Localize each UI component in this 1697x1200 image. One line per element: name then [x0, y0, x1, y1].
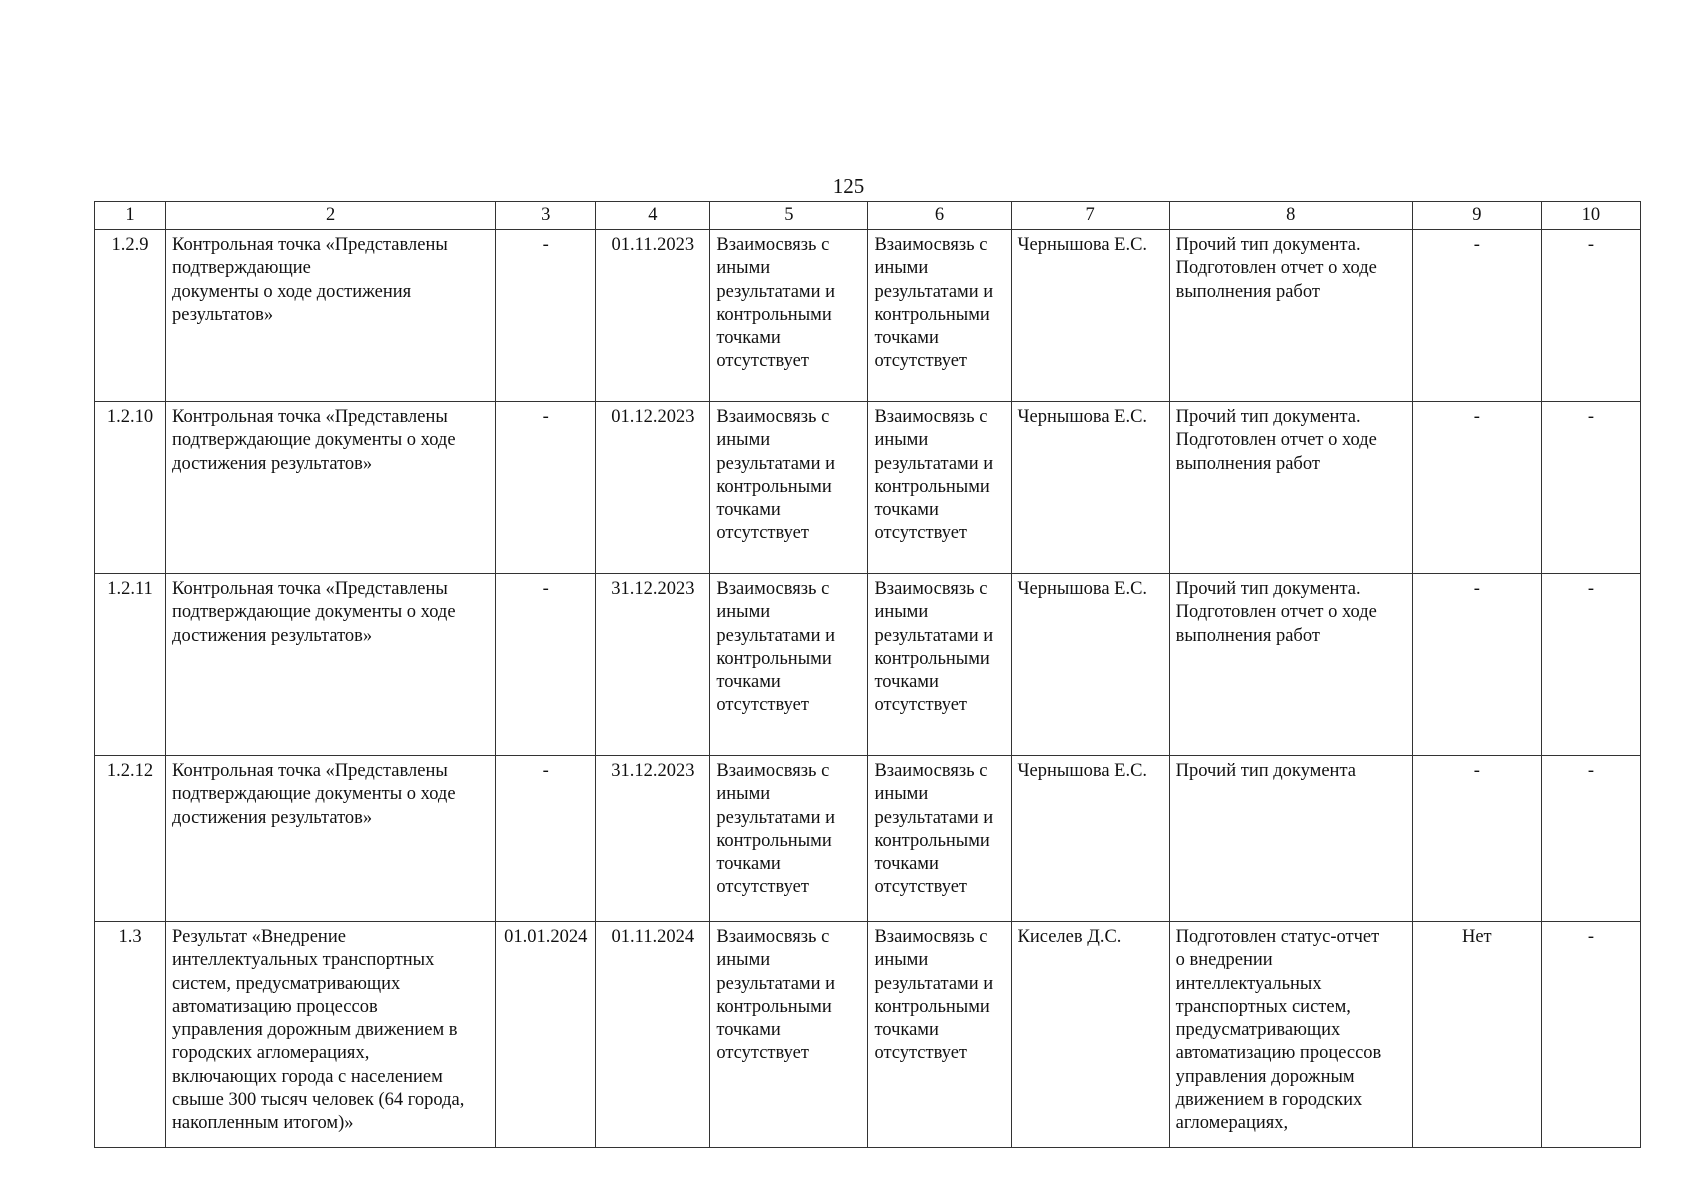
row-doc-type: Подготовлен статус-отчет о внедрении интеллектуальных транспортных систем, предусматривающих автоматизацию процессов управления дорожным движением в городских агломерациях, [1169, 922, 1412, 1148]
header-col-4: 4 [596, 202, 710, 230]
row-responsible: Чернышова Е.С. [1011, 756, 1169, 922]
row-doc-type: Прочий тип документа. Подготовлен отчет о ходе выполнения работ [1169, 574, 1412, 756]
row-col10: - [1541, 922, 1640, 1148]
row-number: 1.2.11 [95, 574, 166, 756]
header-col-2: 2 [166, 202, 496, 230]
row-doc-type: Прочий тип документа [1169, 756, 1412, 922]
header-col-10: 10 [1541, 202, 1640, 230]
header-col-5: 5 [710, 202, 868, 230]
row-link-results: Взаимосвязь с иными результатами и контрольными точками отсутствует [710, 574, 868, 756]
row-end-date: 01.11.2024 [596, 922, 710, 1148]
row-name: Результат «Внедрение интеллектуальных транспортных систем, предусматривающих автоматизацию процессов управления дорожным движением в городских агломерациях, включающих города с населением свыше 300 тысяч человек (64 города, накопленным итогом)» [166, 922, 496, 1148]
row-start-date: - [496, 756, 596, 922]
row-start-date: - [496, 574, 596, 756]
page-number: 125 [832, 174, 865, 198]
row-number: 1.3 [95, 922, 166, 1148]
header-col-8: 8 [1169, 202, 1412, 230]
row-end-date: 31.12.2023 [596, 574, 710, 756]
row-start-date: - [496, 402, 596, 574]
table-row [95, 922, 1641, 1148]
row-link-results: Взаимосвязь с иными результатами и контрольными точками отсутствует [710, 230, 868, 402]
row-col10: - [1541, 402, 1640, 574]
row-doc-type: Прочий тип документа. Подготовлен отчет о ходе выполнения работ [1169, 230, 1412, 402]
row-start-date: 01.01.2024 [496, 922, 596, 1148]
table-row [95, 230, 1641, 402]
row-name: Контрольная точка «Представлены подтверждающие документы о ходе достижения результатов» [166, 756, 496, 922]
row-name: Контрольная точка «Представлены подтверждающие документы о ходе достижения результатов» [166, 230, 496, 402]
header-col-1: 1 [95, 202, 166, 230]
row-link-other: Взаимосвязь с иными результатами и контрольными точками отсутствует [868, 230, 1011, 402]
row-responsible: Киселев Д.С. [1011, 922, 1169, 1148]
row-doc-type: Прочий тип документа. Подготовлен отчет о ходе выполнения работ [1169, 402, 1412, 574]
row-link-other: Взаимосвязь с иными результатами и контрольными точками отсутствует [868, 756, 1011, 922]
header-col-7: 7 [1011, 202, 1169, 230]
row-end-date: 31.12.2023 [596, 756, 710, 922]
row-number: 1.2.10 [95, 402, 166, 574]
table-row [95, 756, 1641, 922]
row-link-results: Взаимосвязь с иными результатами и контрольными точками отсутствует [710, 402, 868, 574]
row-col10: - [1541, 756, 1640, 922]
row-end-date: 01.11.2023 [596, 230, 710, 402]
row-responsible: Чернышова Е.С. [1011, 402, 1169, 574]
header-col-3: 3 [496, 202, 596, 230]
row-col9: - [1412, 756, 1541, 922]
header-col-6: 6 [868, 202, 1011, 230]
document-table [94, 201, 1641, 1148]
header-row [95, 202, 1641, 230]
row-col9: - [1412, 402, 1541, 574]
row-col9: - [1412, 230, 1541, 402]
row-col9: Нет [1412, 922, 1541, 1148]
row-end-date: 01.12.2023 [596, 402, 710, 574]
row-link-results: Взаимосвязь с иными результатами и контрольными точками отсутствует [710, 922, 868, 1148]
row-start-date: - [496, 230, 596, 402]
row-link-other: Взаимосвязь с иными результатами и контрольными точками отсутствует [868, 922, 1011, 1148]
row-link-other: Взаимосвязь с иными результатами и контрольными точками отсутствует [868, 402, 1011, 574]
row-col10: - [1541, 574, 1640, 756]
row-number: 1.2.9 [95, 230, 166, 402]
header-col-9: 9 [1412, 202, 1541, 230]
row-number: 1.2.12 [95, 756, 166, 922]
row-link-other: Взаимосвязь с иными результатами и контрольными точками отсутствует [868, 574, 1011, 756]
row-name: Контрольная точка «Представлены подтверждающие документы о ходе достижения результатов» [166, 402, 496, 574]
row-col10: - [1541, 230, 1640, 402]
table-row [95, 402, 1641, 574]
row-responsible: Чернышова Е.С. [1011, 574, 1169, 756]
table-row [95, 574, 1641, 756]
row-link-results: Взаимосвязь с иными результатами и контрольными точками отсутствует [710, 756, 868, 922]
row-responsible: Чернышова Е.С. [1011, 230, 1169, 402]
row-col9: - [1412, 574, 1541, 756]
row-name: Контрольная точка «Представлены подтверждающие документы о ходе достижения результатов» [166, 574, 496, 756]
